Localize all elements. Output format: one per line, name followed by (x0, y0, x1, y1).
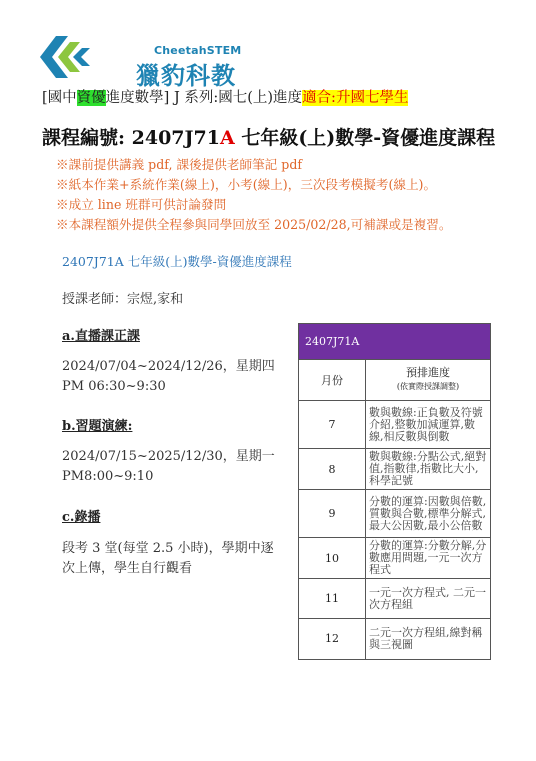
plan-cell: 數與數線:正負數及符號介紹,整數加減運算,數線,相反數與倒數 (366, 401, 491, 449)
note-item: ※成立 line 班群可供討論發問 (56, 197, 227, 212)
schedule-grid (299, 360, 490, 659)
schedule-table (298, 323, 491, 660)
section-c-body: 段考 3 堂(每堂 2.5 小時)，學期中逐次上傳，學生自行觀看 (62, 541, 274, 576)
header-part-3: 進度數學] J 系列:國七(上)進度 (105, 90, 303, 106)
course-label: 課程編號: (42, 127, 132, 149)
brand-logo (34, 32, 242, 90)
course-subtitle: 2407J71A 七年級(上)數學-資優進度課程 (62, 254, 292, 269)
schedule-code-header: 2407J71A (299, 324, 490, 360)
course-code: 2407J71 (131, 127, 220, 149)
course-code-suffix: A (219, 127, 235, 149)
section-a-body: 2024/07/04~2024/12/26，星期四 PM 06:30~9:30 (62, 359, 275, 394)
section-b-title: b.習題演練: (62, 419, 133, 434)
month-cell: 9 (299, 490, 366, 538)
table-row (299, 401, 490, 449)
brand-name-en: CheetahSTEM (154, 44, 242, 57)
header-highlight-gifted: 資優 (76, 90, 106, 106)
section-c-title: c.錄播 (62, 510, 101, 525)
plan-cell: 數與數線:分點公式,絕對值,指數律,指數比大小,科學記號 (366, 449, 491, 490)
month-cell: 12 (299, 619, 366, 659)
section-b-body: 2024/07/15~2025/12/30，星期一 PM8:00~9:10 (62, 449, 275, 484)
plan-cell: 分數的運算:分數分解,分數應用問題,一元一次方程式 (366, 538, 491, 579)
teacher-line: 授課老師：宗煜,家和 (62, 292, 184, 307)
note-item: ※本課程額外提供全程參與同學回放至 2025/02/28,可補課或是複習。 (56, 217, 452, 232)
table-row (299, 579, 490, 619)
column-header-plan-label: 預排進度 (406, 366, 450, 379)
table-row (299, 490, 490, 538)
note-item: ※紙本作業+系統作業(線上)，小考(線上)，三次段考模擬考(線上)。 (56, 177, 437, 192)
plan-cell: 分數的運算:因數與倍數,質數與合數,標準分解式,最大公因數,最小公倍數 (366, 490, 491, 538)
course-name: 七年級(上)數學-資優進度課程 (234, 127, 496, 149)
plan-cell: 一元一次方程式, 二元一次方程組 (366, 579, 491, 619)
header-highlight-target: 適合:升國七學生 (302, 90, 409, 106)
header-part-1: [國中 (42, 90, 77, 106)
month-cell: 10 (299, 538, 366, 579)
table-row (299, 538, 490, 579)
course-notes (56, 155, 451, 235)
month-cell: 7 (299, 401, 366, 449)
brand-name-cn: 獵豹科教 (136, 62, 236, 90)
column-header-plan (366, 360, 491, 401)
column-header-plan-note: (依實際授課調整) (396, 382, 460, 391)
course-title (42, 123, 495, 150)
month-cell: 11 (299, 579, 366, 619)
table-row (299, 619, 490, 659)
table-header-row (299, 360, 490, 401)
plan-cell: 二元一次方程組,線對稱與三視圖 (366, 619, 491, 659)
cheetah-logo-icon (34, 34, 94, 80)
column-header-month: 月份 (299, 360, 366, 401)
section-a-title: a.直播課正課 (62, 329, 140, 344)
series-header (42, 86, 408, 107)
month-cell: 8 (299, 449, 366, 490)
note-item: ※課前提供講義 pdf, 課後提供老師筆記 pdf (56, 157, 303, 172)
table-row (299, 449, 490, 490)
